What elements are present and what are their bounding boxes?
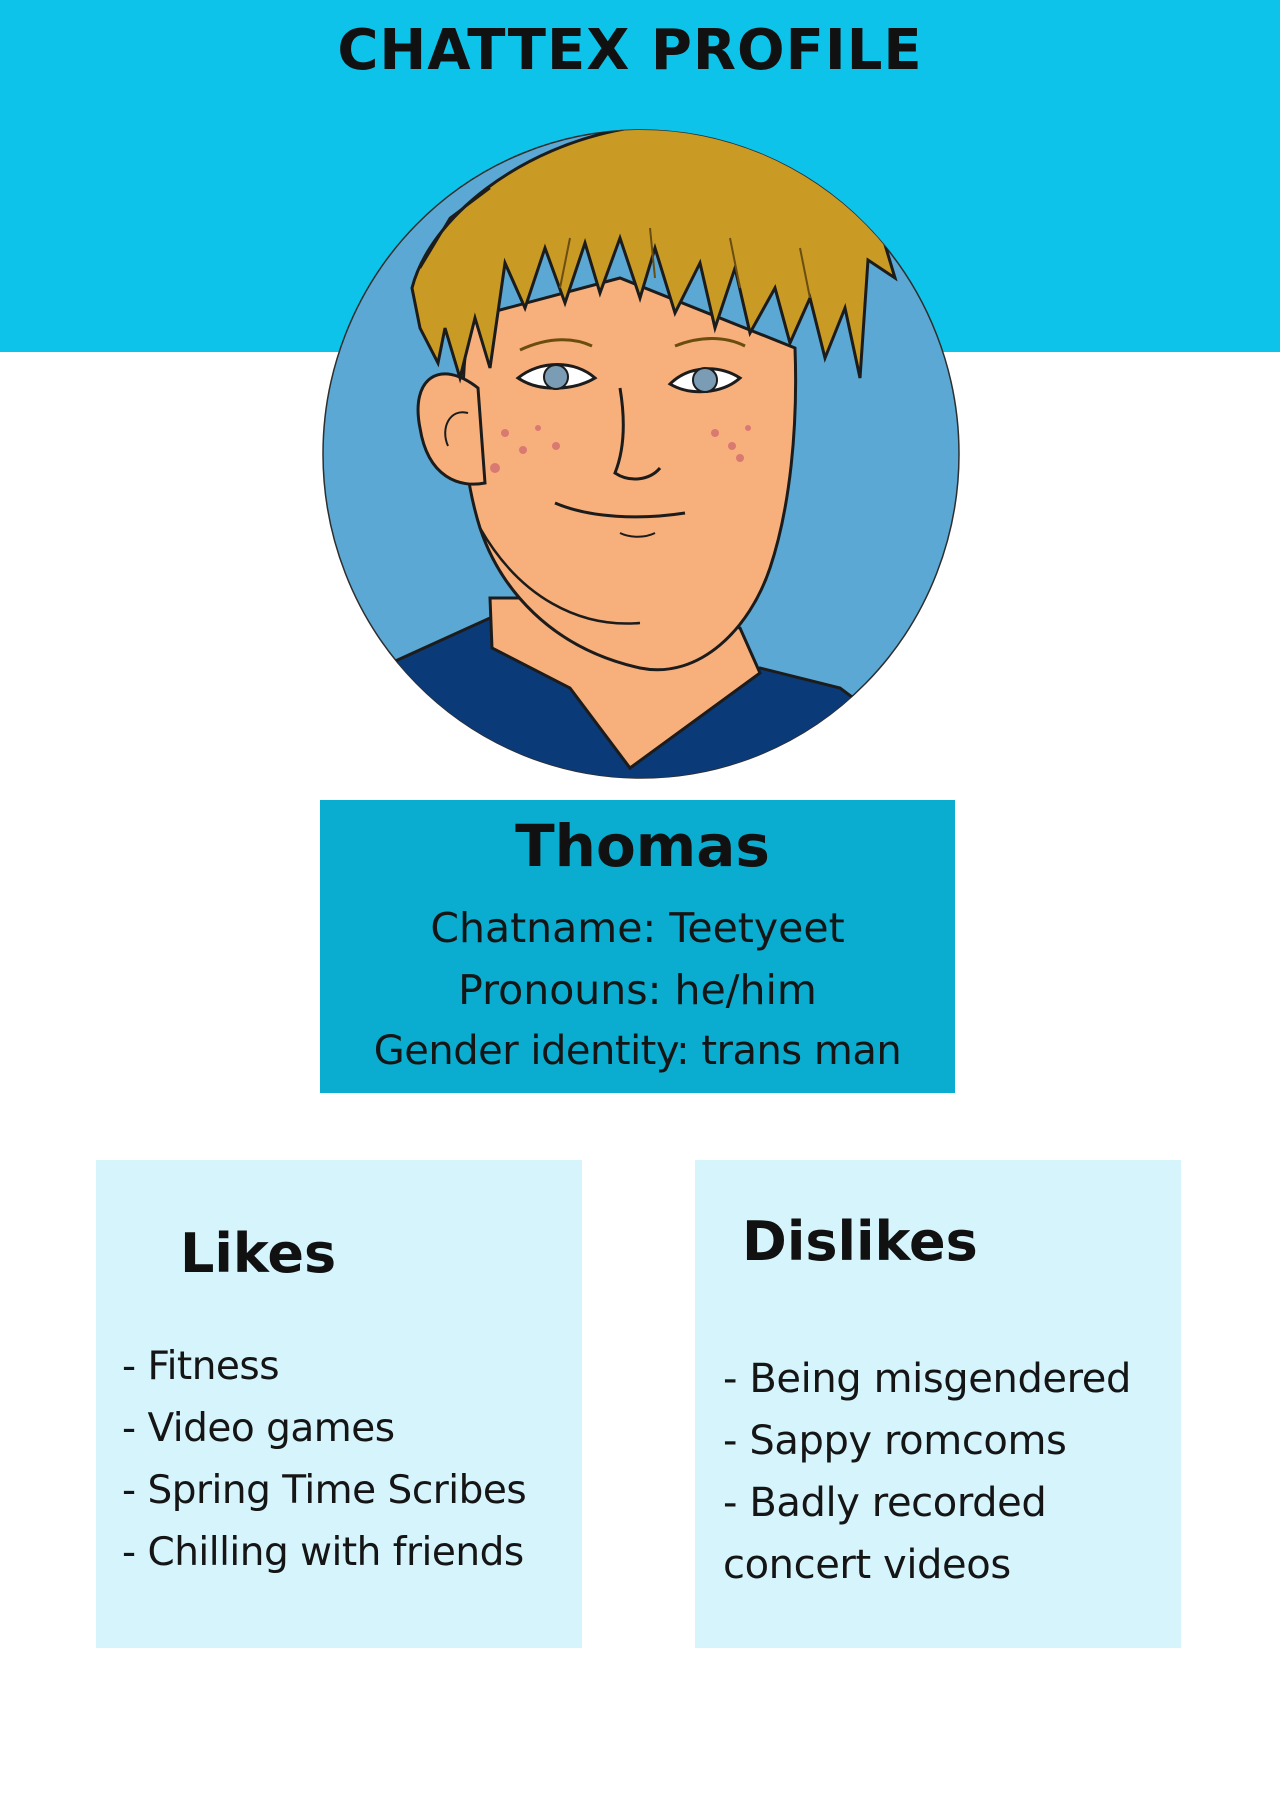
profile-info-card xyxy=(320,800,955,1093)
likes-heading: Likes xyxy=(180,1222,337,1285)
dislikes-item: - Badly recorded xyxy=(723,1480,1047,1526)
profile-chatname: Chatname: Teetyeet xyxy=(430,904,845,952)
avatar xyxy=(320,128,964,780)
likes-item: - Spring Time Scribes xyxy=(122,1468,527,1513)
dislikes-item: - Being misgendered xyxy=(723,1356,1132,1402)
profile-gender-identity: Gender identity: trans man xyxy=(373,1028,902,1074)
likes-item: - Chilling with friends xyxy=(122,1530,524,1575)
dislikes-card xyxy=(695,1160,1181,1648)
profile-name: Thomas xyxy=(515,812,770,880)
likes-item: - Video games xyxy=(122,1406,395,1451)
likes-list xyxy=(122,1336,526,1584)
dislikes-item: concert videos xyxy=(723,1542,1011,1588)
dislikes-item: - Sappy romcoms xyxy=(723,1418,1067,1464)
avatar-portrait-icon xyxy=(320,128,964,780)
page-title: CHATTEX PROFILE xyxy=(337,18,923,83)
profile-pronouns: Pronouns: he/him xyxy=(458,966,817,1014)
dislikes-heading: Dislikes xyxy=(742,1210,978,1273)
likes-card xyxy=(96,1160,582,1648)
likes-item: - Fitness xyxy=(122,1344,280,1389)
dislikes-list xyxy=(723,1348,1131,1596)
